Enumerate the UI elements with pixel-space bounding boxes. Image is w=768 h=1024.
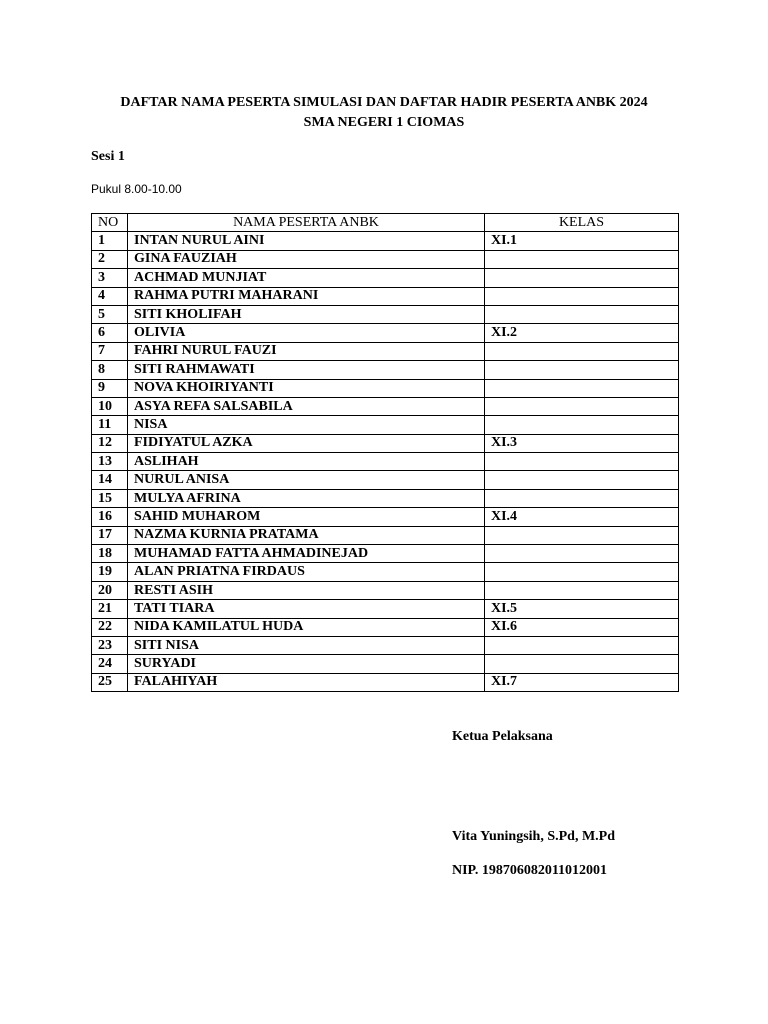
row-number: 23 xyxy=(92,636,128,654)
participant-name: ASYA REFA SALSABILA xyxy=(128,397,485,415)
header-name: NAMA PESERTA ANBK xyxy=(128,214,485,232)
row-number: 25 xyxy=(92,673,128,691)
table-row xyxy=(92,324,679,342)
participant-class: XI.7 xyxy=(485,673,679,691)
row-number: 22 xyxy=(92,618,128,636)
participant-name: INTAN NURUL AINI xyxy=(128,232,485,250)
participant-name: MULYA AFRINA xyxy=(128,489,485,507)
participant-table xyxy=(91,213,679,692)
participant-name: MUHAMAD FATTA AHMADINEJAD xyxy=(128,545,485,563)
table-row xyxy=(92,636,679,654)
table-row xyxy=(92,379,679,397)
row-number: 14 xyxy=(92,471,128,489)
participant-class xyxy=(485,250,679,268)
participant-name: ACHMAD MUNJIAT xyxy=(128,269,485,287)
row-number: 24 xyxy=(92,655,128,673)
participant-class xyxy=(485,581,679,599)
participant-name: FALAHIYAH xyxy=(128,673,485,691)
row-number: 2 xyxy=(92,250,128,268)
row-number: 10 xyxy=(92,397,128,415)
row-number: 19 xyxy=(92,563,128,581)
participant-name: FIDIYATUL AZKA xyxy=(128,434,485,452)
table-row xyxy=(92,600,679,618)
row-number: 21 xyxy=(92,600,128,618)
participant-class xyxy=(485,563,679,581)
participant-name: ASLIHAH xyxy=(128,453,485,471)
session-time: Pukul 8.00-10.00 xyxy=(91,182,182,196)
participant-name: RESTI ASIH xyxy=(128,581,485,599)
row-number: 7 xyxy=(92,342,128,360)
table-row xyxy=(92,581,679,599)
signature-role: Ketua Pelaksana xyxy=(452,729,553,744)
table-row xyxy=(92,269,679,287)
participant-name: SITI NISA xyxy=(128,636,485,654)
table-row xyxy=(92,416,679,434)
row-number: 3 xyxy=(92,269,128,287)
header-no: NO xyxy=(92,214,128,232)
row-number: 9 xyxy=(92,379,128,397)
table-header-row xyxy=(92,214,679,232)
table-row xyxy=(92,232,679,250)
participant-class xyxy=(485,471,679,489)
table-row xyxy=(92,361,679,379)
row-number: 5 xyxy=(92,305,128,323)
row-number: 1 xyxy=(92,232,128,250)
table-row xyxy=(92,673,679,691)
participant-class: XI.6 xyxy=(485,618,679,636)
table-row xyxy=(92,287,679,305)
row-number: 4 xyxy=(92,287,128,305)
signatory-name: Vita Yuningsih, S.Pd, M.Pd xyxy=(452,829,615,844)
participant-name: NOVA KHOIRIYANTI xyxy=(128,379,485,397)
participant-class xyxy=(485,416,679,434)
table-row xyxy=(92,305,679,323)
row-number: 15 xyxy=(92,489,128,507)
participant-name: SITI KHOLIFAH xyxy=(128,305,485,323)
participant-class xyxy=(485,397,679,415)
table-row xyxy=(92,545,679,563)
session-label: Sesi 1 xyxy=(91,149,125,164)
participant-name: NURUL ANISA xyxy=(128,471,485,489)
participant-class: XI.1 xyxy=(485,232,679,250)
participant-name: NIDA KAMILATUL HUDA xyxy=(128,618,485,636)
table-row xyxy=(92,563,679,581)
table-row xyxy=(92,250,679,268)
participant-name: ALAN PRIATNA FIRDAUS xyxy=(128,563,485,581)
table-row xyxy=(92,618,679,636)
table-row xyxy=(92,434,679,452)
row-number: 16 xyxy=(92,508,128,526)
participant-class: XI.5 xyxy=(485,600,679,618)
participant-name: NISA xyxy=(128,416,485,434)
school-name: SMA NEGERI 1 CIOMAS xyxy=(303,115,465,130)
row-number: 12 xyxy=(92,434,128,452)
participant-name: TATI TIARA xyxy=(128,600,485,618)
participant-name: RAHMA PUTRI MAHARANI xyxy=(128,287,485,305)
table-row xyxy=(92,342,679,360)
table-row xyxy=(92,397,679,415)
participant-class xyxy=(485,269,679,287)
participant-class xyxy=(485,361,679,379)
signatory-nip: NIP. 198706082011012001 xyxy=(452,863,608,878)
participant-class xyxy=(485,655,679,673)
row-number: 11 xyxy=(92,416,128,434)
header-class: KELAS xyxy=(485,214,679,232)
participant-class xyxy=(485,526,679,544)
table-row xyxy=(92,526,679,544)
participant-class xyxy=(485,545,679,563)
participant-class xyxy=(485,636,679,654)
participant-class xyxy=(485,379,679,397)
row-number: 13 xyxy=(92,453,128,471)
participant-name: NAZMA KURNIA PRATAMA xyxy=(128,526,485,544)
participant-name: OLIVIA xyxy=(128,324,485,342)
participant-class xyxy=(485,489,679,507)
table-body xyxy=(92,232,679,692)
table-row xyxy=(92,471,679,489)
participant-name: GINA FAUZIAH xyxy=(128,250,485,268)
participant-name: FAHRI NURUL FAUZI xyxy=(128,342,485,360)
table-row xyxy=(92,489,679,507)
participant-class xyxy=(485,287,679,305)
participant-name: SITI RAHMAWATI xyxy=(128,361,485,379)
participant-class: XI.2 xyxy=(485,324,679,342)
participant-name: SURYADI xyxy=(128,655,485,673)
table-row xyxy=(92,655,679,673)
row-number: 6 xyxy=(92,324,128,342)
table-row xyxy=(92,508,679,526)
row-number: 17 xyxy=(92,526,128,544)
row-number: 18 xyxy=(92,545,128,563)
document-title: DAFTAR NAMA PESERTA SIMULASI DAN DAFTAR HADIR PESERTA ANBK 2024 xyxy=(120,95,648,110)
row-number: 20 xyxy=(92,581,128,599)
participant-class xyxy=(485,305,679,323)
participant-class xyxy=(485,342,679,360)
participant-name: SAHID MUHAROM xyxy=(128,508,485,526)
table-row xyxy=(92,453,679,471)
row-number: 8 xyxy=(92,361,128,379)
participant-class: XI.4 xyxy=(485,508,679,526)
participant-class xyxy=(485,453,679,471)
participant-class: XI.3 xyxy=(485,434,679,452)
